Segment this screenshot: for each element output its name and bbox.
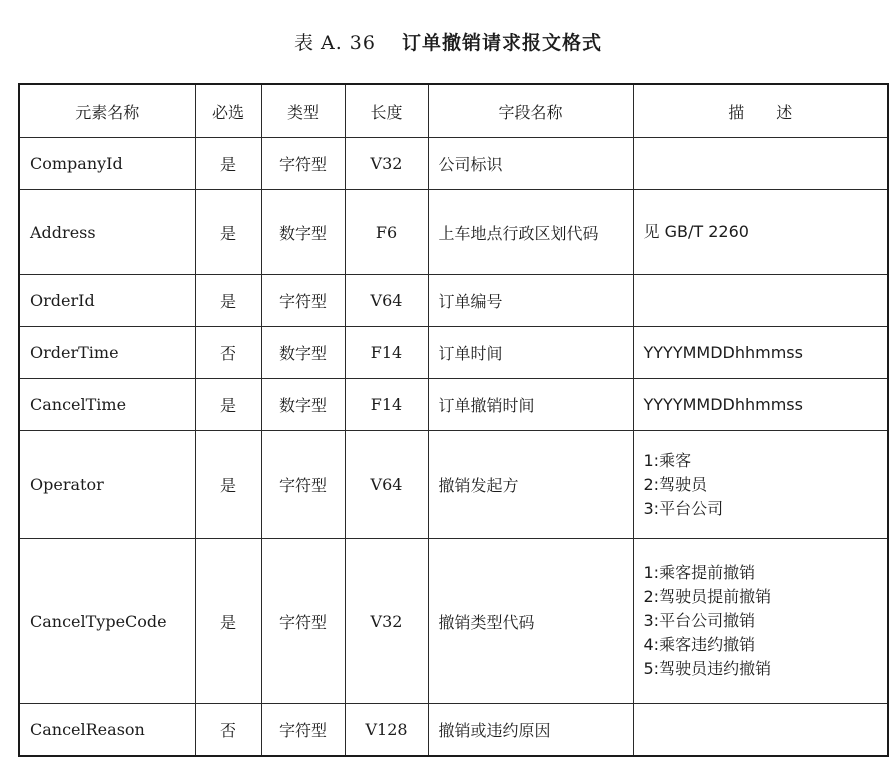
cell-type: 数字型 — [261, 327, 345, 379]
cell-length: V32 — [345, 138, 428, 190]
table-row — [19, 379, 888, 431]
description-line: 5:驾驶员违约撤销 — [643, 659, 772, 678]
description-line: 2:驾驶员提前撤销 — [643, 587, 772, 606]
table-number: 表 A. 36 — [293, 32, 376, 54]
header-description: 描 述 — [633, 84, 888, 138]
cell-description — [633, 704, 888, 756]
cell-description — [633, 275, 888, 327]
description-line: YYYYMMDDhhmmss — [643, 342, 803, 362]
header-type: 类型 — [261, 84, 345, 138]
cell-type: 字符型 — [261, 275, 345, 327]
cell-type: 字符型 — [261, 431, 345, 539]
cell-description — [633, 539, 888, 704]
cell-field-name: 订单编号 — [428, 275, 633, 327]
cell-description — [633, 327, 888, 379]
cell-description — [633, 379, 888, 431]
cell-field-name: 上车地点行政区划代码 — [428, 190, 633, 275]
cell-element-name: Address — [19, 190, 195, 275]
cell-required: 是 — [195, 275, 261, 327]
cell-description — [633, 138, 888, 190]
table-row — [19, 190, 888, 275]
description-line: 2:驾驶员 — [643, 474, 708, 494]
cell-element-name: CancelTime — [19, 379, 195, 431]
description-line: YYYYMMDDhhmmss — [643, 394, 803, 414]
table-title — [0, 28, 896, 55]
cell-length: V32 — [345, 539, 428, 704]
cell-type: 字符型 — [261, 704, 345, 756]
cell-length: F14 — [345, 327, 428, 379]
header-required: 必选 — [195, 84, 261, 138]
header-row — [19, 84, 888, 138]
cell-length: V128 — [345, 704, 428, 756]
cell-type: 字符型 — [261, 539, 345, 704]
cell-field-name: 订单时间 — [428, 327, 633, 379]
cell-field-name: 撤销类型代码 — [428, 539, 633, 704]
cell-field-name: 撤销或违约原因 — [428, 704, 633, 756]
cell-required: 是 — [195, 190, 261, 275]
cell-description — [633, 190, 888, 275]
description-line: 1:乘客提前撤销 — [643, 563, 756, 582]
cell-element-name: CompanyId — [19, 138, 195, 190]
header-element-name: 元素名称 — [19, 84, 195, 138]
cell-required: 否 — [195, 327, 261, 379]
table-row — [19, 431, 888, 539]
cell-element-name: CancelTypeCode — [19, 539, 195, 704]
cell-element-name: Operator — [19, 431, 195, 539]
cell-required: 是 — [195, 379, 261, 431]
cell-required: 否 — [195, 704, 261, 756]
cell-description — [633, 431, 888, 539]
cell-required: 是 — [195, 539, 261, 704]
cell-field-name: 订单撤销时间 — [428, 379, 633, 431]
description-line: 1:乘客 — [643, 450, 692, 470]
table-caption: 订单撤销请求报文格式 — [402, 32, 603, 54]
cell-required: 是 — [195, 431, 261, 539]
description-line: 3:平台公司撤销 — [643, 611, 756, 630]
cell-length: V64 — [345, 275, 428, 327]
description-line: 见 GB/T 2260 — [643, 222, 749, 241]
table-row — [19, 275, 888, 327]
cell-field-name: 公司标识 — [428, 138, 633, 190]
cell-length: F6 — [345, 190, 428, 275]
header-length: 长度 — [345, 84, 428, 138]
description-line: 3:平台公司 — [643, 498, 724, 518]
cell-length: V64 — [345, 431, 428, 539]
cell-element-name: CancelReason — [19, 704, 195, 756]
cell-type: 字符型 — [261, 138, 345, 190]
cell-element-name: OrderTime — [19, 327, 195, 379]
table-row — [19, 138, 888, 190]
table-row — [19, 704, 888, 756]
description-line: 4:乘客违约撤销 — [643, 635, 756, 654]
table-row — [19, 539, 888, 704]
header-field-name: 字段名称 — [428, 84, 633, 138]
cell-required: 是 — [195, 138, 261, 190]
cell-field-name: 撤销发起方 — [428, 431, 633, 539]
message-format-table — [18, 83, 889, 757]
cell-type: 数字型 — [261, 379, 345, 431]
cell-element-name: OrderId — [19, 275, 195, 327]
cell-type: 数字型 — [261, 190, 345, 275]
table-row — [19, 327, 888, 379]
cell-length: F14 — [345, 379, 428, 431]
